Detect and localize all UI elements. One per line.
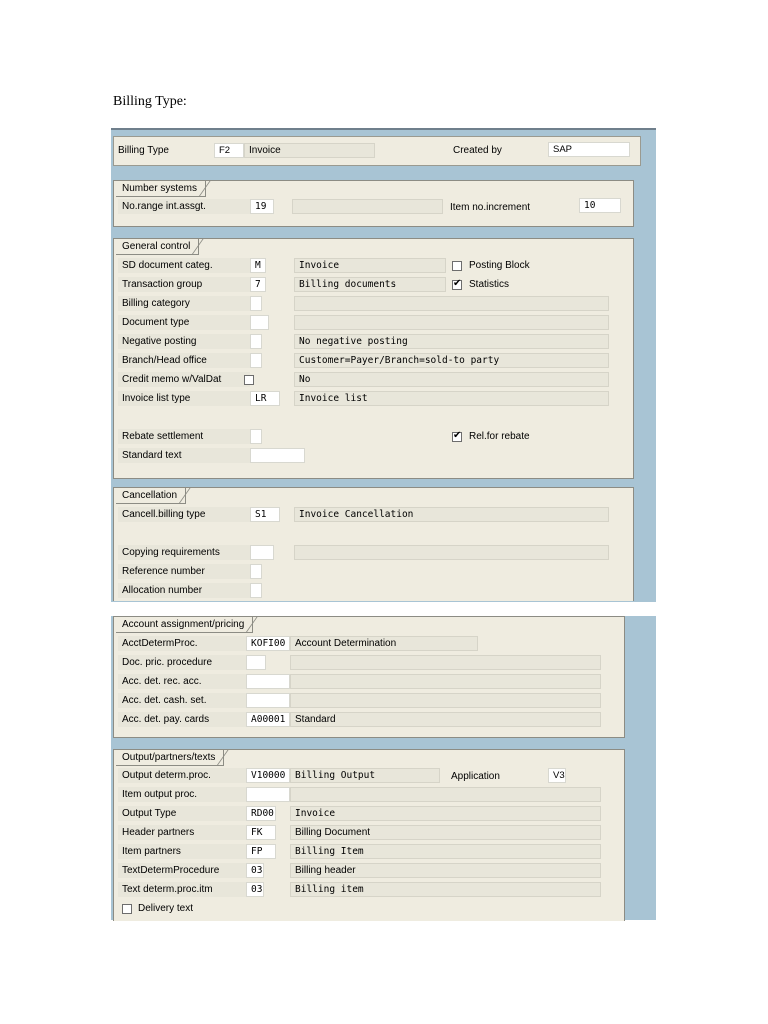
application-field[interactable]: V3	[548, 768, 566, 783]
acc-cash-field[interactable]	[246, 693, 290, 708]
header-partners-text: Billing Document	[290, 825, 601, 840]
billing-cat-text	[294, 296, 609, 311]
billing-type-screen-bottom	[111, 616, 656, 920]
statistics-checkbox[interactable]	[452, 280, 462, 290]
delivery-text-checkbox[interactable]	[122, 904, 132, 914]
neg-posting-label: Negative posting	[118, 334, 250, 349]
header-partners-field[interactable]: FK	[246, 825, 276, 840]
ref-num-label: Reference number	[118, 564, 250, 579]
output-title: Output/partners/texts	[116, 750, 224, 766]
item-partners-text: Billing Item	[290, 844, 601, 859]
delivery-text-label: Delivery text	[138, 903, 194, 914]
billing-cat-field[interactable]	[250, 296, 262, 311]
statistics-label: Statistics	[469, 279, 510, 290]
header-bar	[113, 136, 641, 166]
alloc-num-label: Allocation number	[118, 583, 250, 598]
acct-determ-label: AcctDetermProc.	[118, 636, 246, 651]
text-determ-itm-text: Billing item	[290, 882, 601, 897]
doc-type-field[interactable]	[250, 315, 269, 330]
sd-doc-label: SD document categ.	[118, 258, 250, 273]
trans-group-text: Billing documents	[294, 277, 446, 292]
neg-posting-text: No negative posting	[294, 334, 609, 349]
rel-rebate-checkbox[interactable]	[452, 432, 462, 442]
acc-rec-text	[290, 674, 601, 689]
created-by-label: Created by	[453, 145, 502, 156]
branch-text: Customer=Payer/Branch=sold-to party	[294, 353, 609, 368]
output-determ-field[interactable]: V10000	[246, 768, 290, 783]
neg-posting-field[interactable]	[250, 334, 262, 349]
account-group	[113, 616, 625, 738]
branch-label: Branch/Head office	[118, 353, 250, 368]
number-systems-title: Number systems	[116, 181, 206, 197]
rebate-field[interactable]	[250, 429, 262, 444]
posting-block-checkbox[interactable]	[452, 261, 462, 271]
cancel-type-text: Invoice Cancellation	[294, 507, 609, 522]
credit-memo-checkbox[interactable]	[244, 375, 254, 385]
cancellation-group	[113, 487, 634, 601]
copy-req-label: Copying requirements	[118, 545, 250, 560]
invoice-list-field[interactable]: LR	[250, 391, 280, 406]
doc-type-text	[294, 315, 609, 330]
trans-group-field[interactable]: 7	[250, 277, 266, 292]
cancel-type-field[interactable]: S1	[250, 507, 280, 522]
doc-pric-text	[290, 655, 601, 670]
alloc-num-field[interactable]	[250, 583, 262, 598]
trans-group-label: Transaction group	[118, 277, 250, 292]
item-no-label: Item no.increment	[450, 202, 531, 213]
billing-type-screen-top	[111, 128, 656, 602]
item-no-field[interactable]: 10	[579, 198, 621, 213]
created-by-field[interactable]: SAP	[548, 142, 630, 157]
output-determ-text: Billing Output	[290, 768, 440, 783]
general-control-group	[113, 238, 634, 479]
output-type-field[interactable]: RD00	[246, 806, 276, 821]
invoice-list-label: Invoice list type	[118, 391, 250, 406]
billing-cat-label: Billing category	[118, 296, 250, 311]
text-determ-itm-label: Text determ.proc.itm	[118, 882, 246, 897]
general-control-title: General control	[116, 239, 199, 255]
billing-type-label: Billing Type	[118, 145, 169, 156]
item-output-text	[290, 787, 601, 802]
no-range-label: No.range int.assgt.	[118, 199, 250, 214]
item-output-label: Item output proc.	[118, 787, 246, 802]
billing-type-text: Invoice	[244, 143, 375, 158]
no-range-text	[292, 199, 443, 214]
output-type-label: Output Type	[118, 806, 246, 821]
account-title: Account assignment/pricing	[116, 617, 253, 633]
std-text-label: Standard text	[118, 448, 250, 463]
rebate-label: Rebate settlement	[118, 429, 250, 444]
doc-pric-label: Doc. pric. procedure	[118, 655, 246, 670]
ref-num-field[interactable]	[250, 564, 262, 579]
text-determ-field[interactable]: 03	[246, 863, 264, 878]
copy-req-field[interactable]	[250, 545, 274, 560]
number-systems-group	[113, 180, 634, 227]
credit-memo-text: No	[294, 372, 609, 387]
acc-rec-field[interactable]	[246, 674, 290, 689]
item-output-field[interactable]	[246, 787, 290, 802]
posting-block-label: Posting Block	[469, 260, 530, 271]
branch-field[interactable]	[250, 353, 262, 368]
text-determ-text: Billing header	[290, 863, 601, 878]
item-partners-label: Item partners	[118, 844, 246, 859]
doc-type-label: Document type	[118, 315, 250, 330]
output-group	[113, 749, 625, 921]
credit-memo-label: Credit memo w/ValDat	[118, 372, 250, 387]
no-range-field[interactable]: 19	[250, 199, 274, 214]
acc-pay-text: Standard	[290, 712, 601, 727]
acct-determ-field[interactable]: KOFI00	[246, 636, 290, 651]
acc-cash-text	[290, 693, 601, 708]
invoice-list-text: Invoice list	[294, 391, 609, 406]
std-text-field[interactable]	[250, 448, 305, 463]
text-determ-itm-field[interactable]: 03	[246, 882, 264, 897]
copy-req-text	[294, 545, 609, 560]
acc-rec-label: Acc. det. rec. acc.	[118, 674, 246, 689]
acc-pay-field[interactable]: A00001	[246, 712, 290, 727]
acc-pay-label: Acc. det. pay. cards	[118, 712, 246, 727]
sd-doc-text: Invoice	[294, 258, 446, 273]
doc-pric-field[interactable]	[246, 655, 266, 670]
acct-determ-text: Account Determination	[290, 636, 478, 651]
acc-cash-label: Acc. det. cash. set.	[118, 693, 246, 708]
output-type-text: Invoice	[290, 806, 601, 821]
text-determ-label: TextDetermProcedure	[118, 863, 246, 878]
rel-rebate-label: Rel.for rebate	[469, 431, 530, 442]
item-partners-field[interactable]: FP	[246, 844, 276, 859]
application-label: Application	[451, 771, 500, 782]
cancellation-title: Cancellation	[116, 488, 186, 504]
header-partners-label: Header partners	[118, 825, 246, 840]
document-title: Billing Type:	[113, 94, 187, 109]
sd-doc-field[interactable]: M	[250, 258, 266, 273]
output-determ-label: Output determ.proc.	[118, 768, 246, 783]
billing-type-field[interactable]: F2	[214, 143, 244, 158]
cancel-type-label: Cancell.billing type	[118, 507, 250, 522]
